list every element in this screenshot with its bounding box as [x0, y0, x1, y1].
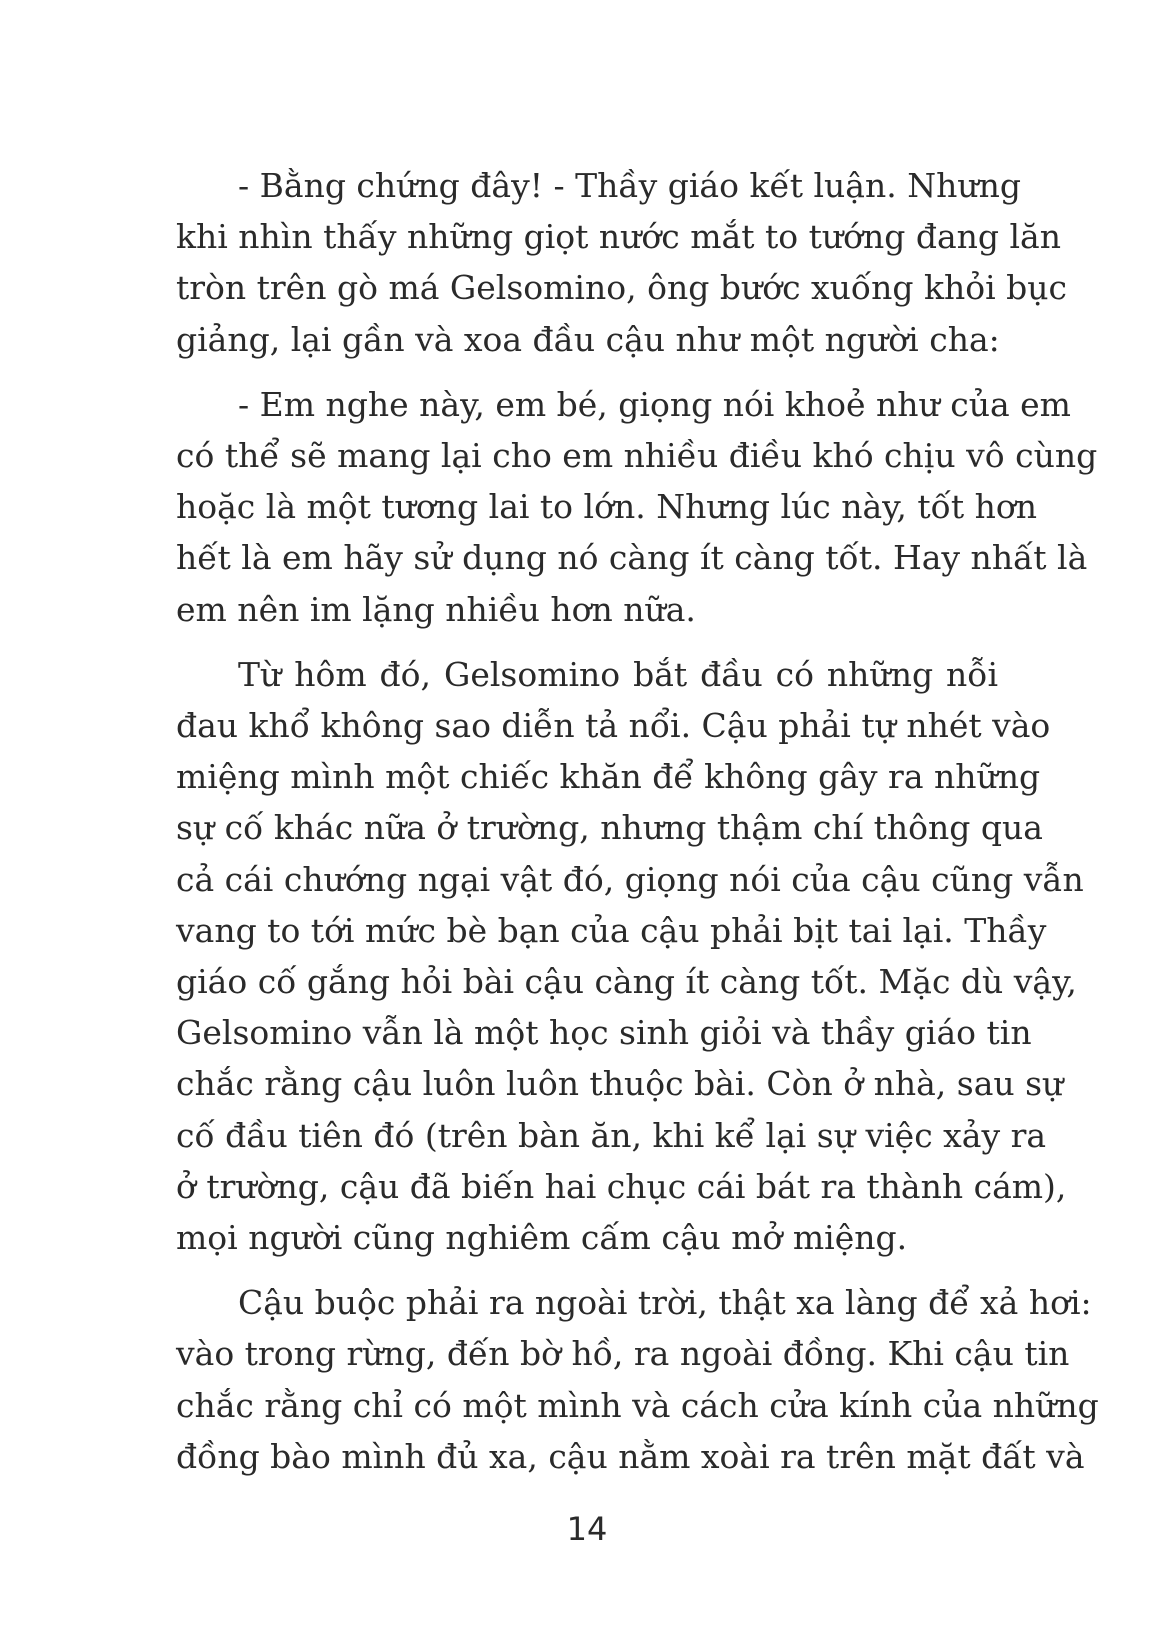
text-line: - Bằng chứng đây! - Thầy giáo kết luận. Nhưng: [238, 166, 1021, 205]
text-line: giảng, lại gần và xoa đầu cậu như một người cha:: [176, 319, 1000, 359]
text-line: - Em nghe này, em bé, giọng nói khoẻ như của em: [238, 384, 1071, 424]
paragraph-4: [176, 1277, 1099, 1482]
page-number: 14: [566, 1510, 608, 1548]
text-line: mọi người cũng nghiêm cấm cậu mở miệng.: [176, 1218, 908, 1258]
text-line: hết là em hãy sử dụng nó càng ít càng tốt. Hay nhất là: [176, 538, 1088, 578]
text-line: chắc rằng chỉ có một mình và cách cửa kính của những: [176, 1385, 1099, 1425]
text-line: sự cố khác nữa ở trường, nhưng thậm chí thông qua: [176, 808, 1043, 848]
text-line: đồng bào mình đủ xa, cậu nằm xoài ra trên mặt đất và: [176, 1436, 1085, 1476]
text-line: Cậu buộc phải ra ngoài trời, thật xa làng để xả hơi:: [238, 1283, 1092, 1323]
paragraph-1: [176, 160, 1067, 365]
text-line: khi nhìn thấy những giọt nước mắt to tướng đang lăn: [176, 217, 1061, 257]
paragraph-2: [176, 379, 1098, 635]
text-line: vang to tới mức bè bạn của cậu phải bịt tai lại. Thầy: [176, 910, 1047, 950]
page-body: [176, 160, 1099, 1496]
paragraph-3: [176, 649, 1084, 1263]
text-line: có thể sẽ mang lại cho em nhiều điều khó chịu vô cùng: [176, 436, 1098, 476]
text-line: miệng mình một chiếc khăn để không gây ra những: [176, 757, 1041, 797]
text-line: ở trường, cậu đã biến hai chục cái bát ra thành cám),: [176, 1166, 1067, 1206]
text-line: hoặc là một tương lai to lớn. Nhưng lúc này, tốt hơn: [176, 487, 1037, 527]
text-line: vào trong rừng, đến bờ hồ, ra ngoài đồng. Khi cậu tin: [176, 1334, 1070, 1374]
text-line: đau khổ không sao diễn tả nổi. Cậu phải tự nhét vào: [176, 706, 1051, 746]
text-line: chắc rằng cậu luôn luôn thuộc bài. Còn ở nhà, sau sự: [176, 1064, 1064, 1104]
text-line: em nên im lặng nhiều hơn nữa.: [176, 589, 696, 629]
text-line: Gelsomino vẫn là một học sinh giỏi và thầy giáo tin: [176, 1013, 1032, 1053]
text-line: cả cái chướng ngại vật đó, giọng nói của cậu cũng vẫn: [176, 859, 1084, 899]
text-line: tròn trên gò má Gelsomino, ông bước xuống khỏi bục: [176, 268, 1067, 308]
text-line: cố đầu tiên đó (trên bàn ăn, khi kể lại sự việc xảy ra: [176, 1115, 1047, 1155]
text-line: giáo cố gắng hỏi bài cậu càng ít càng tốt. Mặc dù vậy,: [176, 962, 1077, 1002]
text-line: Từ hôm đó, Gelsomino bắt đầu có những nỗi: [238, 654, 998, 694]
